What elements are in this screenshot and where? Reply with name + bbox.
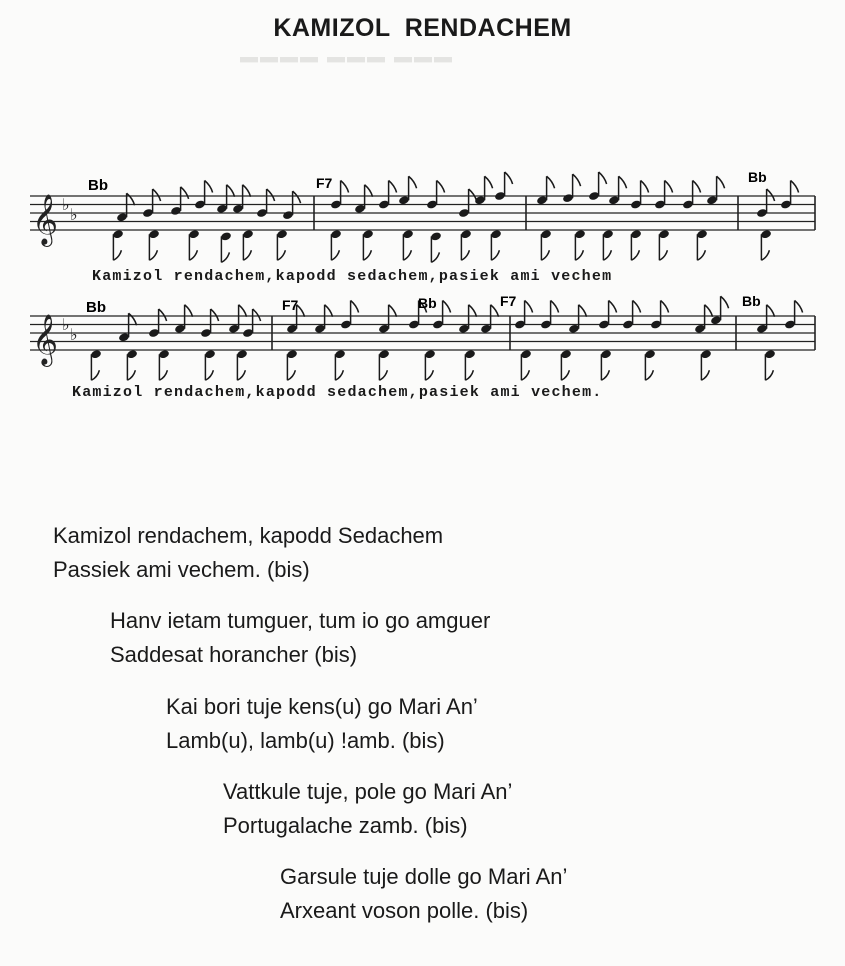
note-flag xyxy=(693,181,701,193)
note-flag xyxy=(767,189,775,201)
note-flag xyxy=(363,250,371,260)
note-flag xyxy=(403,250,411,260)
note-flag xyxy=(91,370,99,380)
verse-line: Lamb(u), lamb(u) !amb. (bis) xyxy=(166,728,445,753)
note-flag xyxy=(253,309,261,321)
verse-1 xyxy=(53,519,443,587)
note-flag xyxy=(237,370,245,380)
note-flag xyxy=(633,301,641,313)
staff-1 xyxy=(30,172,815,262)
note-flag xyxy=(521,370,529,380)
note-flag xyxy=(573,174,581,186)
note-flag xyxy=(609,301,617,313)
note-flag xyxy=(665,181,673,193)
note-flag xyxy=(631,250,639,260)
note-flag xyxy=(389,305,397,317)
treble-clef-icon: 𝄞 xyxy=(32,314,59,365)
note-flag xyxy=(575,250,583,260)
note-flag xyxy=(243,250,251,260)
note-flag xyxy=(525,301,533,313)
chord-label: F7 xyxy=(316,175,333,191)
note-flag xyxy=(721,296,729,308)
note-flag xyxy=(335,370,343,380)
note-flag xyxy=(227,185,235,197)
note-flag xyxy=(127,370,135,380)
bleed-through-shadow: ▬▬▬▬ ▬▬▬ ▬▬▬ xyxy=(240,53,455,73)
note-flag xyxy=(795,301,803,313)
verse-line: Kamizol rendachem, kapodd Sedachem xyxy=(53,523,444,548)
note-flag xyxy=(619,176,627,188)
note-flag xyxy=(239,305,247,317)
note-flag xyxy=(541,250,549,260)
note-flag xyxy=(705,305,713,317)
note-flag xyxy=(465,370,473,380)
note-flag xyxy=(267,189,275,201)
note-flag xyxy=(469,189,477,201)
note-flag xyxy=(129,313,137,325)
note-flag xyxy=(765,370,773,380)
verse-3 xyxy=(166,690,478,758)
note-flag xyxy=(761,250,769,260)
chord-label: Bb xyxy=(88,177,108,194)
note-flag xyxy=(205,370,213,380)
verse-line: Vattkule tuje, pole go Mari An’ xyxy=(223,779,513,804)
chord-label: Bb xyxy=(742,293,761,309)
note-flag xyxy=(351,301,359,313)
note-flag xyxy=(431,252,439,262)
flat-icon: ♭ xyxy=(62,315,70,334)
song-title-word-2: RENDACHEM xyxy=(404,14,572,42)
verse-line: Kai bori tuje kens(u) go Mari An’ xyxy=(166,694,478,719)
note-flag xyxy=(379,370,387,380)
note-flag xyxy=(389,181,397,193)
note-flag xyxy=(153,189,161,201)
score-lyric-line-2: Kamizol rendachem,kapodd sedachem,pasiek ami vechem. xyxy=(72,384,603,401)
note-flag xyxy=(551,301,559,313)
verse-line: Saddesat horancher (bis) xyxy=(110,642,358,667)
note-flag xyxy=(469,305,477,317)
chord-label: Bb xyxy=(418,295,437,311)
flat-icon: ♭ xyxy=(70,205,78,224)
note-flag xyxy=(641,181,649,193)
verse-4 xyxy=(223,775,512,843)
note-flag xyxy=(491,305,499,317)
verse-line: Arxeant voson polle. (bis) xyxy=(280,898,529,923)
note-flag xyxy=(443,301,451,313)
song-title-word-1: KAMIZOL xyxy=(273,14,391,42)
note-flag xyxy=(603,250,611,260)
note-flag xyxy=(425,370,433,380)
note-flag xyxy=(211,309,219,321)
note-flag xyxy=(189,250,197,260)
chord-label: Bb xyxy=(748,169,767,185)
note-flag xyxy=(561,370,569,380)
note-flag xyxy=(437,181,445,193)
note-flag xyxy=(159,309,167,321)
note-flag xyxy=(185,305,193,317)
note-flag xyxy=(547,176,555,188)
note-flag xyxy=(341,181,349,193)
flat-icon: ♭ xyxy=(70,325,78,344)
note-flag xyxy=(485,176,493,188)
note-flag xyxy=(293,191,301,203)
note-flag xyxy=(659,250,667,260)
verse-line: Hanv ietam tumguer, tum io go amguer xyxy=(110,608,491,633)
note-flag xyxy=(365,185,373,197)
verse-line: Portugalache zamb. (bis) xyxy=(223,813,468,838)
note-flag xyxy=(601,370,609,380)
note-flag xyxy=(791,181,799,193)
note-flag xyxy=(159,370,167,380)
note-flag xyxy=(221,252,229,262)
note-flag xyxy=(277,250,285,260)
note-flag xyxy=(505,172,513,184)
note-flag xyxy=(325,305,333,317)
note-flag xyxy=(717,176,725,188)
note-flag xyxy=(331,250,339,260)
treble-clef-icon: 𝄞 xyxy=(32,194,59,245)
note-flag xyxy=(243,185,251,197)
note-flag xyxy=(701,370,709,380)
chord-label: Bb xyxy=(86,299,106,316)
note-flag xyxy=(113,250,121,260)
note-flag xyxy=(491,250,499,260)
note-flag xyxy=(205,181,213,193)
note-flag xyxy=(661,301,669,313)
note-flag xyxy=(127,193,135,205)
verse-line: Garsule tuje dolle go Mari An’ xyxy=(280,864,568,889)
note-flag xyxy=(181,187,189,199)
chord-label: F7 xyxy=(282,297,299,313)
music-score xyxy=(0,0,845,420)
note-flag xyxy=(461,250,469,260)
score-lyric-line-1: Kamizol rendachem,kapodd sedachem,pasiek ami vechem xyxy=(92,268,613,285)
note-flag xyxy=(599,172,607,184)
verse-5 xyxy=(280,860,567,928)
note-flag xyxy=(287,370,295,380)
verse-line: Passiek ami vechem. (bis) xyxy=(53,557,310,582)
note-flag xyxy=(645,370,653,380)
chord-label: F7 xyxy=(500,293,517,309)
note-flag xyxy=(579,305,587,317)
note-flag xyxy=(767,305,775,317)
note-flag xyxy=(149,250,157,260)
note-flag xyxy=(409,176,417,188)
verse-2 xyxy=(110,604,490,672)
flat-icon: ♭ xyxy=(62,195,70,214)
note-flag xyxy=(697,250,705,260)
